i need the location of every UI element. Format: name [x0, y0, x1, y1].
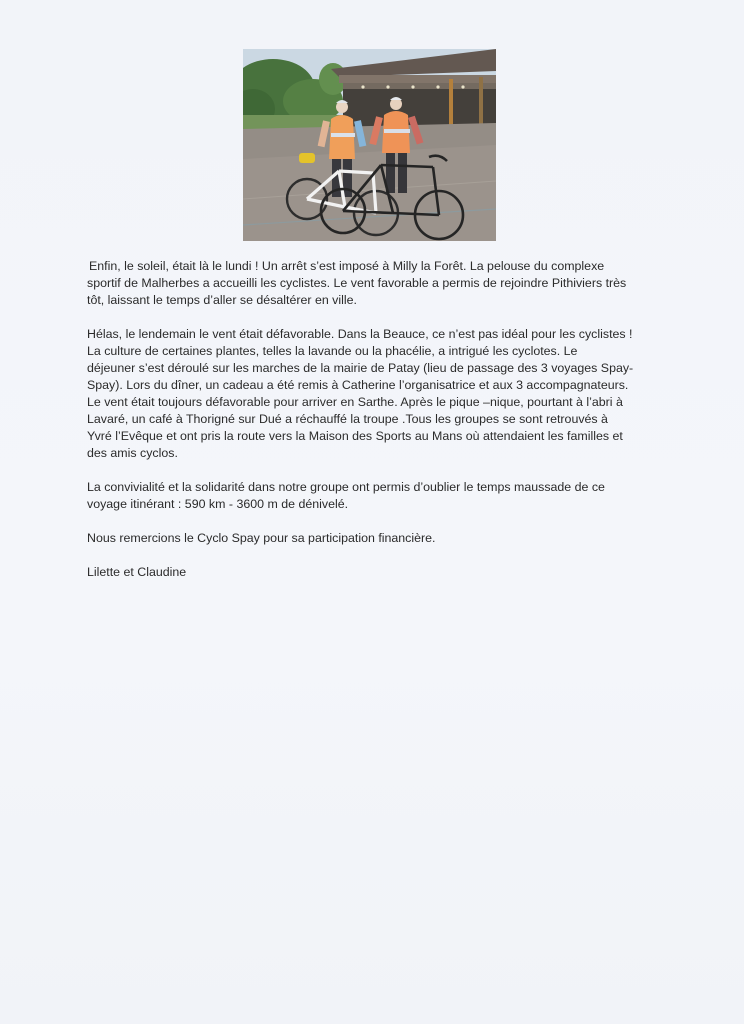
- text-line: Le vent était toujours défavorable pour arriver en Sarthe. Après le pique –nique, pourtant à l’abri à: [87, 395, 623, 409]
- text-line: des amis cyclos.: [87, 446, 178, 460]
- text-line: déjeuner s’est déroulé sur les marches de la mairie de Patay (lieu de passage des 3 voyages Spay-: [87, 361, 634, 375]
- cyclists-photo: [243, 49, 496, 241]
- text-line: La culture de certaines plantes, telles la lavande ou la phacélie, a intrigué les cyclotes. Le: [87, 344, 578, 358]
- text-line: Enfin, le soleil, était là le lundi ! Un arrêt s’est imposé à Milly la Forêt. La pelouse du complexe: [89, 259, 605, 273]
- text-line: voyage itinérant : 590 km - 3600 m de dénivelé.: [87, 497, 349, 511]
- text-line: tôt, laissant le temps d’aller se désaltérer en ville.: [87, 293, 357, 307]
- text-line: Nous remercions le Cyclo Spay pour sa participation financière.: [87, 531, 436, 545]
- text-line: La convivialité et la solidarité dans notre groupe ont permis d’oublier le temps maussade de ce: [87, 480, 605, 494]
- paragraph-3: [87, 479, 667, 513]
- text-line: Lilette et Claudine: [87, 565, 187, 579]
- cyclists-photo-image: [243, 49, 496, 241]
- paragraph-4: [87, 530, 667, 547]
- text-line: sportif de Malherbes a accueilli les cyclistes. Le vent favorable a permis de rejoindre Pithiviers très: [87, 276, 627, 290]
- text-line: Spay). Lors du dîner, un cadeau a été remis à Catherine l’organisatrice et aux 3 accompagnateurs.: [87, 378, 629, 392]
- paragraph-1: [87, 258, 667, 309]
- text-line: Lavaré, un café à Thorigné sur Dué a réchauffé la troupe .Tous les groupes se sont retrouvés à: [87, 412, 608, 426]
- article-text: [87, 258, 667, 598]
- signature: [87, 564, 667, 581]
- text-line: Hélas, le lendemain le vent était défavorable. Dans la Beauce, ce n’est pas idéal pour les cyclistes !: [87, 327, 633, 341]
- text-line: Yvré l’Evêque et ont pris la route vers la Maison des Sports au Mans où attendaient les familles et: [87, 429, 623, 443]
- paragraph-2: [87, 326, 667, 462]
